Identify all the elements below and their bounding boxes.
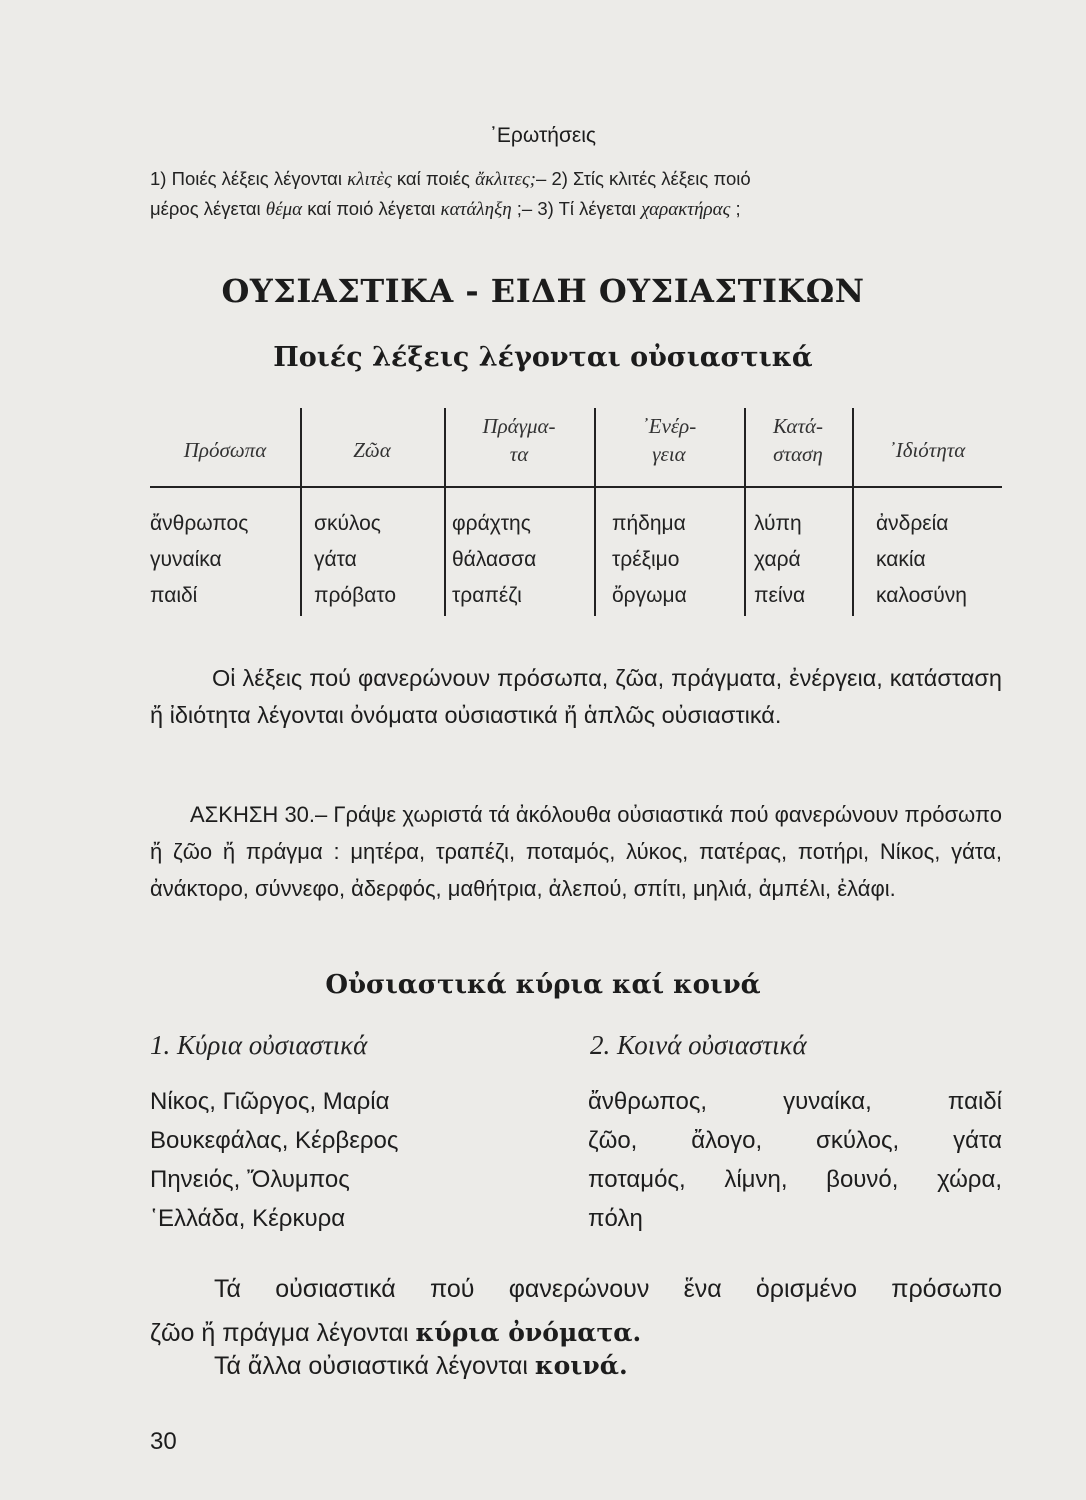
table-cell: τραπέζι — [452, 584, 522, 607]
table-cell: γάτα — [314, 548, 357, 571]
list-word: βουνό, — [826, 1166, 899, 1193]
list-word: γυναίκα, — [783, 1088, 872, 1115]
list-word: ζῶο, — [588, 1127, 638, 1154]
list-word: σκύλος, — [816, 1127, 900, 1154]
definition-word: πού — [429, 1275, 475, 1303]
question-text: μέρος λέγεται — [150, 198, 266, 219]
question-line-2 — [150, 198, 741, 221]
table-header-cell — [852, 436, 1002, 464]
table-cell: κακία — [876, 548, 926, 571]
list-item: Πηνειός, Ὄλυμπος — [150, 1166, 350, 1193]
table-header-text: ᾿Ιδιότητα — [888, 438, 966, 462]
table-cell: σκύλος — [314, 512, 381, 535]
table-header-cell — [744, 412, 852, 468]
question-text: – 2) Στίς κλιτές λέξεις ποιό — [536, 168, 751, 189]
table-cell: πρόβατο — [314, 584, 397, 607]
definition-word: πρόσωπο — [891, 1275, 1002, 1303]
table-header-cell — [594, 412, 744, 468]
page-number: 30 — [150, 1428, 177, 1455]
list-item: Νίκος, Γιῶργος, Μαρία — [150, 1088, 390, 1115]
list-item — [588, 1199, 1002, 1238]
table-cell: ἄνθρωπος — [150, 512, 249, 535]
term-italic: θέμα — [265, 199, 303, 220]
list-word: ἄνθρωπος, — [588, 1088, 708, 1115]
proper-nouns-definition — [150, 1267, 1002, 1355]
definition-word: οὐσιαστικά — [275, 1275, 396, 1303]
proper-names-term: κύρια ὀνόματα. — [415, 1318, 642, 1347]
table-cell: τρέξιμο — [612, 548, 680, 571]
list-item: Βουκεφάλας, Κέρβερος — [150, 1127, 399, 1154]
common-nouns-definition — [214, 1351, 628, 1381]
definition-word: ὁρισμένο — [755, 1275, 857, 1303]
proper-nouns-list — [150, 1082, 398, 1238]
term-italic: ἄκλιτες; — [475, 169, 537, 190]
table-cell: γυναίκα — [150, 548, 222, 571]
main-title: ΟΥΣΙΑΣΤΙΚΑ - ΕΙΔΗ ΟΥΣΙΑΣΤΙΚΩΝ — [221, 272, 865, 310]
table-header-text: Πρόσωπα — [183, 438, 267, 462]
table-cell: πήδημα — [612, 512, 686, 535]
table-header-cell — [150, 436, 300, 464]
exercise-30: ΑΣΚΗΣΗ 30.– Γράψε χωριστά τά ἀκόλουθα οὐσιαστικά πού φανερώνουν πρόσωπο ἤ ζῶο ἤ πράγμα : μητέρα, τραπέζι, ποταμός, λύκος, πατέρας, ποτήρι, Νίκος, γάτα, ἀνάκτορο, σύννεφο, ἀδερφός, μαθήτρια, ἀλεπού, σπίτι, μηλιά, ἀμπέλι, ἐλάφι. — [150, 802, 1002, 901]
list-word: πόλη — [588, 1205, 643, 1232]
definition-word: φανερώνουν — [508, 1275, 650, 1303]
table-cell: πείνα — [754, 584, 806, 607]
list-word: ποταμός, — [588, 1166, 686, 1193]
definition-text: Τά ἄλλα οὐσιαστικά λέγονται — [214, 1352, 535, 1380]
table-header-text: Κατά- — [773, 414, 823, 438]
table-header-cell — [444, 412, 594, 468]
table-cell: λύπη — [754, 512, 802, 535]
common-nouns-list — [588, 1082, 1002, 1238]
term-italic: κατάληξη — [440, 199, 512, 220]
noun-categories-table — [150, 408, 1002, 632]
question-text: ; — [730, 198, 741, 219]
table-cell: καλοσύνη — [876, 584, 967, 607]
table-cell: ἀνδρεία — [876, 512, 949, 535]
questions-heading: ᾿Ερωτήσεις — [489, 124, 597, 147]
table-header-text: σταση — [773, 442, 823, 466]
list-item — [588, 1082, 1002, 1121]
table-header-rule — [150, 486, 1002, 488]
proper-nouns-heading: 1. Κύρια οὐσιαστικά — [150, 1030, 368, 1060]
list-word: παιδί — [947, 1088, 1002, 1115]
list-word: λίμνη, — [724, 1166, 788, 1193]
table-cell: φράχτης — [452, 512, 531, 535]
common-nouns-heading: 2. Κοινά οὐσιαστικά — [590, 1030, 807, 1060]
question-text: καί ποιό λέγεται — [302, 198, 441, 219]
table-header-cell — [300, 436, 444, 464]
list-word: ἄλογο, — [691, 1127, 763, 1154]
table-header-text: Ζῶα — [353, 438, 391, 462]
table-cell: χαρά — [754, 548, 801, 571]
definition-text: ζῶο ἤ πράγμα λέγονται — [150, 1319, 416, 1347]
definition-word: Τά — [214, 1275, 241, 1303]
table-cell: θάλασσα — [452, 548, 537, 571]
term-italic: χαρακτήρας — [641, 199, 731, 220]
definition-word: ἕνα — [683, 1275, 722, 1303]
table-cell: ὄργωμα — [612, 584, 687, 607]
definition-paragraph: Οἱ λέξεις πού φανερώνουν πρόσωπα, ζῶα, πράγματα, ἐνέργεια, κατάσταση ἤ ἰδιότητα λέγονται ὀνόματα οὐσιαστικά ἤ ἁπλῶς οὐσιαστικά. — [150, 665, 1002, 728]
question-text: 1) Ποιές λέξεις λέγονται — [150, 168, 348, 189]
question-line-1 — [150, 168, 751, 191]
table-header-text: γεια — [652, 442, 686, 466]
list-item: ῾Ελλάδα, Κέρκυρα — [150, 1205, 346, 1232]
section-title-proper-common: Οὐσιαστικά κύρια καί κοινά — [325, 970, 761, 1000]
table-header-text: Πράγμα- — [482, 414, 556, 438]
sub-title: Ποιές λέξεις λέγονται οὐσιαστικά — [273, 342, 813, 373]
list-word: γάτα — [953, 1127, 1002, 1154]
term-italic: κλιτὲς — [347, 169, 392, 190]
list-word: χώρα, — [937, 1166, 1002, 1193]
list-item — [588, 1121, 1002, 1160]
definition-line-1 — [150, 1267, 1002, 1311]
table-header-text: ᾿Ενέρ- — [641, 414, 697, 438]
table-header-text: τα — [509, 442, 529, 466]
common-term: κοινά. — [534, 1351, 628, 1380]
list-item — [588, 1160, 1002, 1199]
question-text: ;– 3) Τί λέγεται — [511, 198, 642, 219]
question-text: καί ποιές — [391, 168, 476, 189]
table-cell: παιδί — [150, 584, 198, 607]
definition-line-2 — [150, 1311, 1002, 1355]
